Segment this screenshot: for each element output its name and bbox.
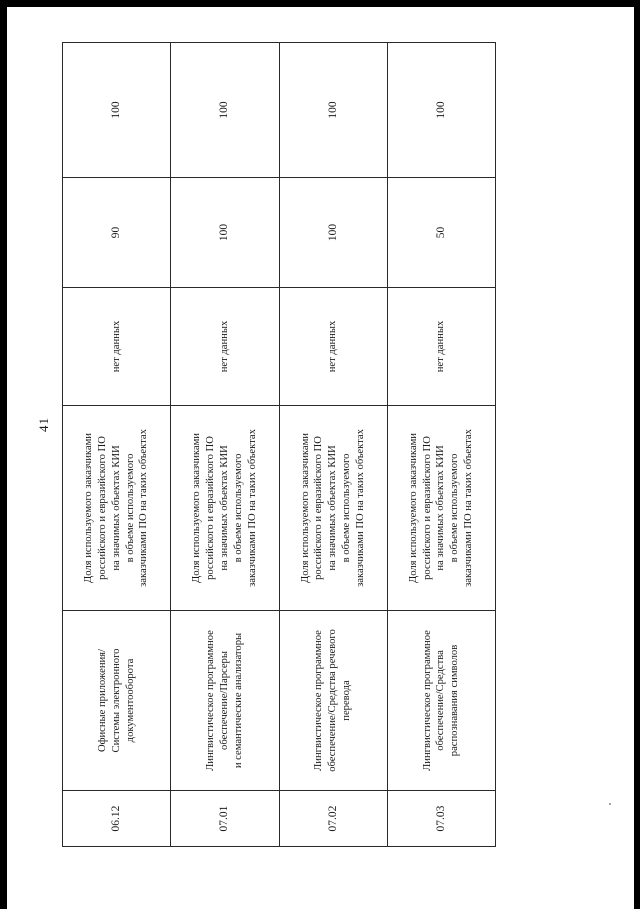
- table-row: [279, 43, 387, 847]
- cell-value-2: 100: [171, 43, 279, 178]
- cell-name: Лингвистическое программное обеспечение/Средства распознавания символов: [387, 611, 495, 791]
- table-row: [63, 43, 171, 847]
- table-row: [171, 43, 279, 847]
- cell-value-2: 100: [63, 43, 171, 178]
- cell-indicator: Доля используемого заказчиками российского и евразийского ПО на значимых объектах КИИ в объеме используемого заказчиками ПО на таких объектах: [171, 406, 279, 611]
- rotated-table-wrapper: [62, 43, 496, 847]
- cell-code: 07.02: [279, 791, 387, 847]
- cell-value-1: 90: [63, 178, 171, 288]
- cell-base-value: нет данных: [63, 288, 171, 406]
- cell-value-2: 100: [279, 43, 387, 178]
- cell-name: Офисные приложения/ Системы электронного документооборота: [63, 611, 171, 791]
- cell-indicator: Доля используемого заказчиками российского и евразийского ПО на значимых объектах КИИ в объеме используемого заказчиками ПО на таких объектах: [63, 406, 171, 611]
- cell-value-1: 100: [279, 178, 387, 288]
- scan-edge-top: [0, 0, 640, 7]
- table-row: [387, 43, 495, 847]
- table-body: [63, 43, 496, 847]
- cell-value-1: 50: [387, 178, 495, 288]
- cell-value-1: 100: [171, 178, 279, 288]
- cell-code: 06.12: [63, 791, 171, 847]
- cell-indicator: Доля используемого заказчиками российского и евразийского ПО на значимых объектах КИИ в объеме используемого заказчиками ПО на таких объектах: [387, 406, 495, 611]
- scan-edge-left: [0, 0, 7, 909]
- cell-indicator: Доля используемого заказчиками российского и евразийского ПО на значимых объектах КИИ в объеме используемого заказчиками ПО на таких объектах: [279, 406, 387, 611]
- cell-name: Лингвистическое программное обеспечение/Средства речевого перевода: [279, 611, 387, 791]
- cell-value-2: 100: [387, 43, 495, 178]
- page-number: 41: [36, 417, 51, 432]
- cell-base-value: нет данных: [387, 288, 495, 406]
- cell-base-value: нет данных: [279, 288, 387, 406]
- cell-code: 07.03: [387, 791, 495, 847]
- cell-code: 07.01: [171, 791, 279, 847]
- scan-edge-right: [634, 0, 640, 909]
- cell-base-value: нет данных: [171, 288, 279, 406]
- cell-name: Лингвистическое программное обеспечение/Парсеры и семантические анализаторы: [171, 611, 279, 791]
- data-table: [62, 42, 496, 847]
- scan-speck: [609, 803, 611, 805]
